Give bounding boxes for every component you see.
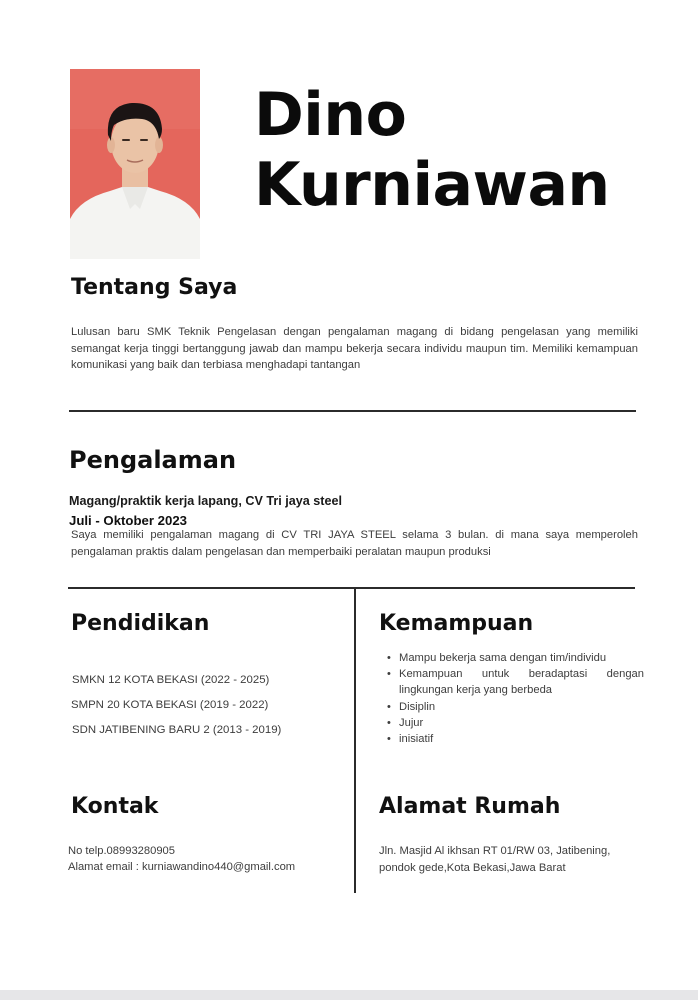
skills-heading: Kemampuan [379,611,534,636]
education-item: SDN JATIBENING BARU 2 (2013 - 2019) [72,724,282,736]
skill-item: • Mampu bekerja sama dengan tim/individu [385,650,644,666]
viewer-bottom-edge [0,990,698,1000]
education-heading: Pendidikan [71,611,210,636]
bullet-icon: • [387,668,391,681]
bullet-icon: • [387,733,391,746]
education-item: SMKN 12 KOTA BEKASI (2022 - 2025) [72,674,270,686]
bullet-icon: • [387,700,391,713]
last-name: Kurniawan [254,150,610,220]
candidate-name [254,80,610,220]
bullet-icon: • [387,652,391,664]
profile-photo [70,69,200,259]
contact-heading: Kontak [71,794,159,819]
skill-item: • inisiatif [385,731,644,747]
about-heading: Tentang Saya [71,275,238,300]
experience-description: Saya memiliki pengalaman magang di CV TRI JAYA STEEL selama 3 bulan. di mana saya memperoleh pengalaman praktis dalam pengelasan dan memperbaiki peralatan maupun produksi [71,529,638,558]
skill-item: • Jujur [385,715,644,731]
education-item: SMPN 20 KOTA BEKASI (2019 - 2022) [71,699,269,711]
column-divider [354,588,356,893]
about-text: Lulusan baru SMK Teknik Pengelasan dengan pengalaman magang di bidang pengelasan yang memiliki semangat kerja tinggi bertanggung jawab dan mampu bekerja secara individu maupun tim. Memiliki kemampuan komunikasi yang baik dan terbiasa menghadapi tantangan [71,326,638,371]
experience-period: Juli - Oktober 2023 [69,513,187,528]
experience-heading: Pengalaman [69,446,237,474]
divider [68,587,635,589]
skills-list [385,650,644,747]
bullet-icon: • [387,716,391,729]
skill-item: • Disiplin [385,699,644,715]
address-text: Jln. Masjid Al ikhsan RT 01/RW 03, Jatibening, pondok gede,Kota Bekasi,Jawa Barat [379,845,611,874]
skill-item: • Kemampuan untuk beradaptasi dengan lingkungan kerja yang berbeda [387,668,644,697]
first-name: Dino [254,80,407,150]
divider [69,410,636,412]
experience-job-title: Magang/praktik kerja lapang, CV Tri jaya steel [69,494,342,508]
person-silhouette-icon [70,69,200,259]
contact-email[interactable]: Alamat email : kurniawandino440@gmail.com [68,861,296,873]
contact-phone: No telp.08993280905 [68,845,175,857]
address-heading: Alamat Rumah [379,794,561,819]
